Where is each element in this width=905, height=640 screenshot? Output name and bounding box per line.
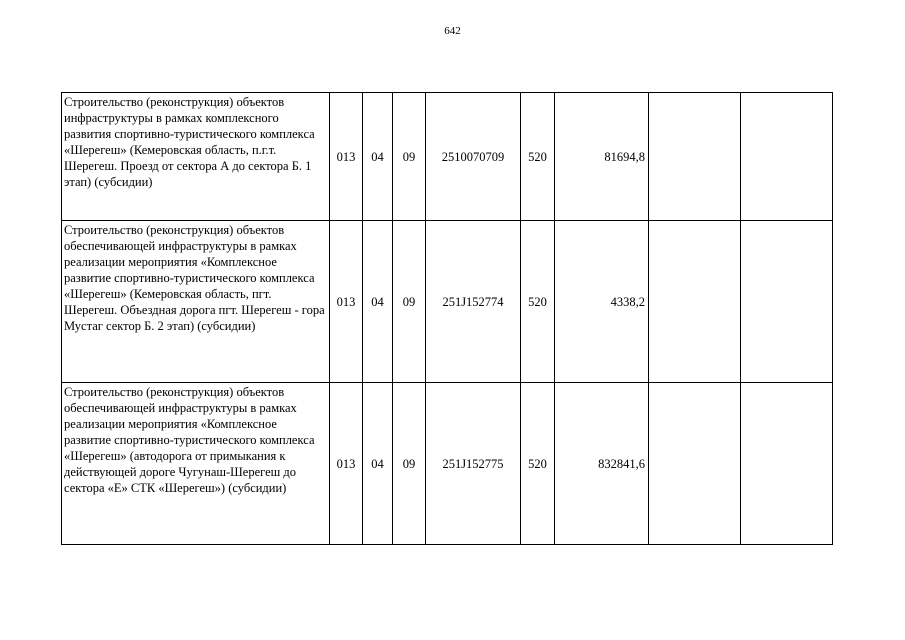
- row-name-cell: Строительство (реконструкция) объектов инфраструктуры в рамках комплексного развития спортивно-туристического комплекса «Шерегеш» (Кемеровская область, п.г.т. Шерегеш. Проезд от сектора А до сектора Б. 1 этап) (субсидии): [62, 93, 330, 221]
- subsection-code-cell: 09: [393, 221, 426, 383]
- empty-cell-1: [649, 383, 741, 545]
- subsection-code-cell: 09: [393, 383, 426, 545]
- empty-cell-2: [741, 93, 833, 221]
- expense-type-cell: 520: [521, 93, 555, 221]
- ministry-code-cell: 013: [330, 221, 363, 383]
- expense-type-cell: 520: [521, 221, 555, 383]
- empty-cell-2: [741, 383, 833, 545]
- subsection-code-cell: 09: [393, 93, 426, 221]
- row-name-cell: Строительство (реконструкция) объектов обеспечивающей инфраструктуры в рамках реализации мероприятия «Комплексное развитие спортивно-туристического комплекса «Шерегеш» (Кемеровская область, пгт. Шерегеш. Объездная дорога пгт. Шерегеш - гора Мустаг сектор Б. 2 этап) (субсидии): [62, 221, 330, 383]
- table-row: [62, 383, 833, 545]
- target-code-cell: 251J152775: [426, 383, 521, 545]
- section-code-cell: 04: [363, 93, 393, 221]
- amount-cell: 4338,2: [555, 221, 649, 383]
- expense-type-cell: 520: [521, 383, 555, 545]
- page-number: 642: [444, 25, 461, 37]
- row-name-cell: Строительство (реконструкция) объектов обеспечивающей инфраструктуры в рамках реализации мероприятия «Комплексное развитие спортивно-туристического комплекса «Шерегеш» (автодорога от примыкания к действующей дороге Чугунаш-Шерегеш до сектора «Е» СТК «Шерегеш») (субсидии): [62, 383, 330, 545]
- ministry-code-cell: 013: [330, 93, 363, 221]
- target-code-cell: 251J152774: [426, 221, 521, 383]
- target-code-cell: 2510070709: [426, 93, 521, 221]
- amount-cell: 832841,6: [555, 383, 649, 545]
- table-row: [62, 93, 833, 221]
- empty-cell-2: [741, 221, 833, 383]
- section-code-cell: 04: [363, 221, 393, 383]
- empty-cell-1: [649, 221, 741, 383]
- section-code-cell: 04: [363, 383, 393, 545]
- budget-table: [61, 92, 833, 545]
- table-row: [62, 221, 833, 383]
- ministry-code-cell: 013: [330, 383, 363, 545]
- empty-cell-1: [649, 93, 741, 221]
- amount-cell: 81694,8: [555, 93, 649, 221]
